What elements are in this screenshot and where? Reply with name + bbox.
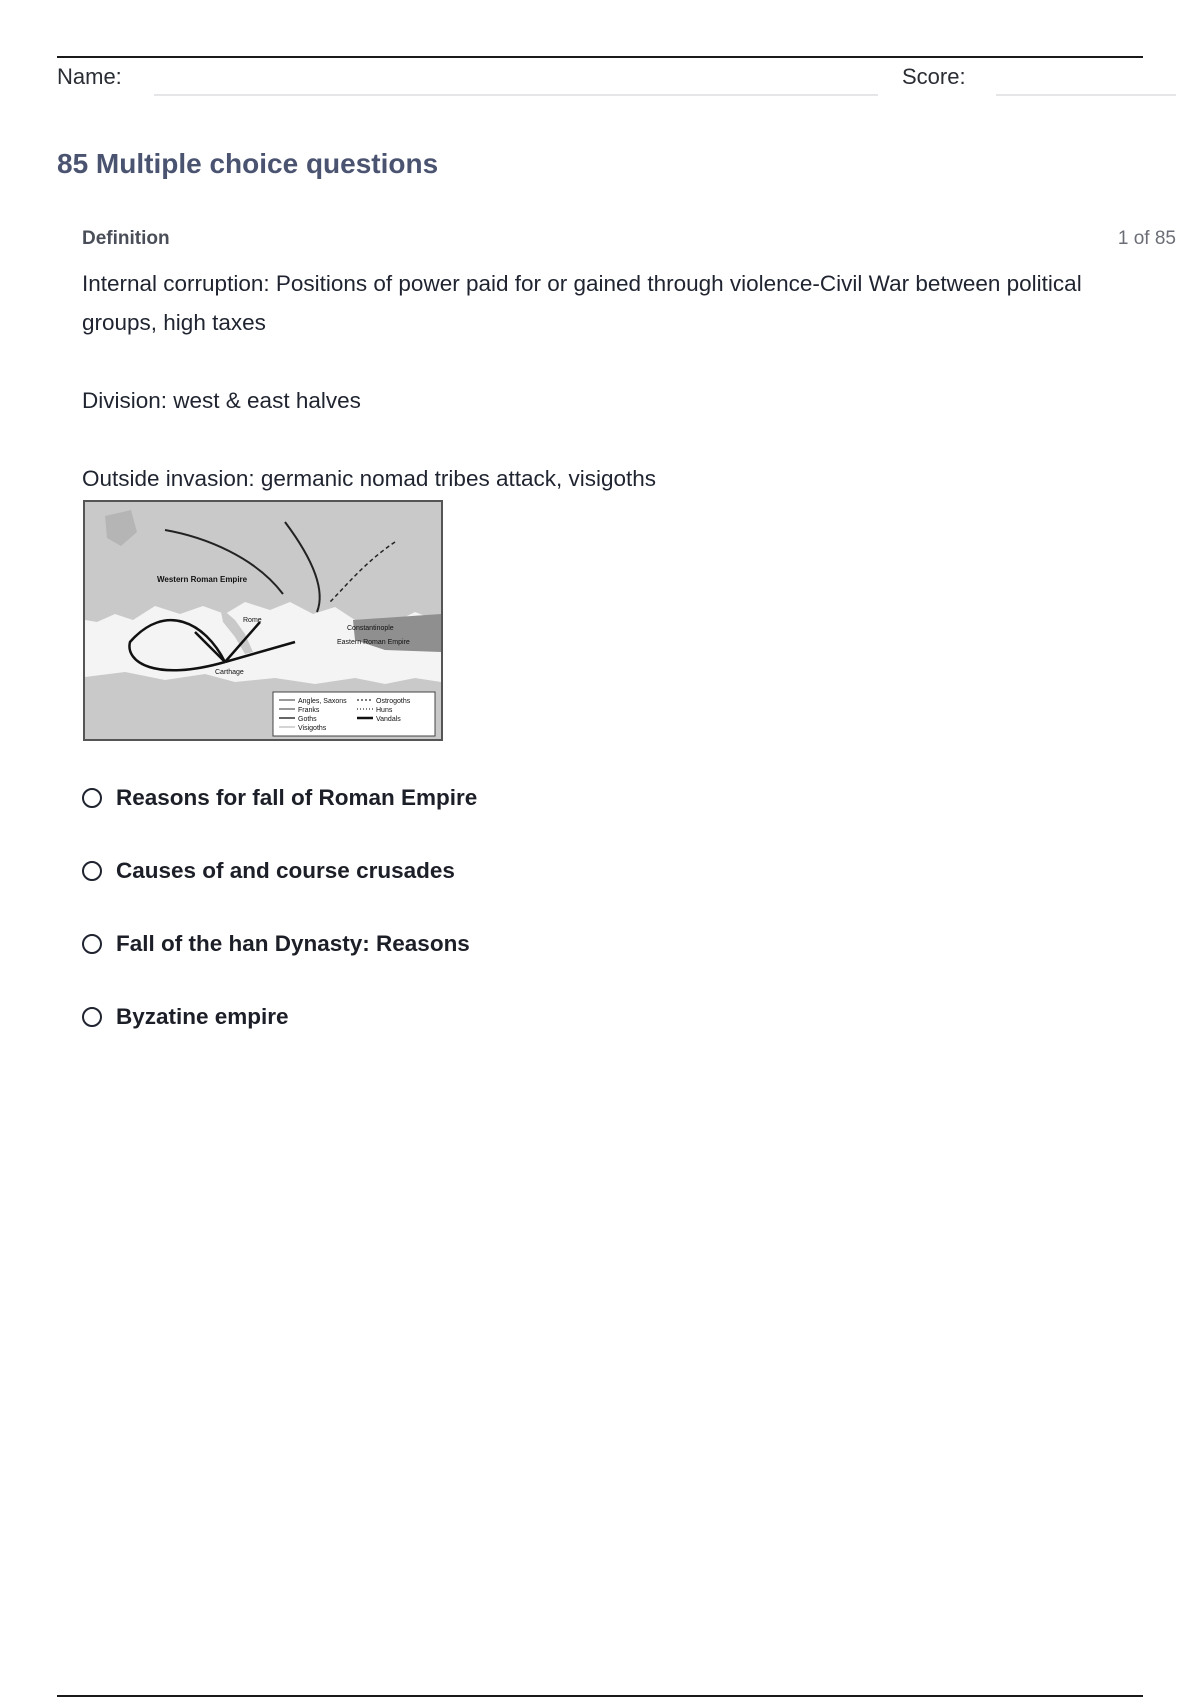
map-label: Constantinople <box>347 625 394 632</box>
invasion-map-image <box>83 500 443 741</box>
answer-option[interactable] <box>82 997 289 1037</box>
answer-option-label: Fall of the han Dynasty: Reasons <box>116 931 470 956</box>
top-rule <box>57 56 1143 58</box>
legend-label: Goths <box>298 716 317 723</box>
answer-option-label: Reasons for fall of Roman Empire <box>116 785 478 810</box>
radio-button[interactable] <box>82 1007 102 1027</box>
answer-option-label: Byzatine empire <box>116 1004 289 1029</box>
question-type-label: Definition <box>82 228 170 249</box>
definition-line: Internal corruption: Positions of power paid for or gained through violence-Civil War between political groups, high taxes <box>82 271 1082 335</box>
answer-option[interactable] <box>82 778 477 818</box>
map-label: Western Roman Empire <box>157 575 248 584</box>
radio-button[interactable] <box>82 788 102 808</box>
legend-label: Huns <box>376 707 393 714</box>
section-title: 85 Multiple choice questions <box>57 148 439 179</box>
score-label: Score: <box>902 64 966 89</box>
name-fill-line[interactable] <box>154 94 878 96</box>
radio-button[interactable] <box>82 861 102 881</box>
map-label: Carthage <box>215 669 244 676</box>
legend-label: Visigoths <box>298 725 327 732</box>
invasion-map <box>85 502 441 739</box>
legend-label: Ostrogoths <box>376 698 411 705</box>
map-label: Rome <box>243 617 262 624</box>
answer-option[interactable] <box>82 851 455 891</box>
definition-text <box>82 264 1142 498</box>
legend-label: Vandals <box>376 716 401 723</box>
legend-label: Franks <box>298 707 320 714</box>
answer-option[interactable] <box>82 924 470 964</box>
definition-line: Outside invasion: germanic nomad tribes attack, visigoths <box>82 466 657 491</box>
legend-label: Angles, Saxons <box>298 698 347 705</box>
radio-button[interactable] <box>82 934 102 954</box>
name-label: Name: <box>57 64 122 89</box>
answer-option-label: Causes of and course crusades <box>116 858 455 883</box>
question-counter: 1 of 85 <box>1117 228 1176 249</box>
definition-line: Division: west & east halves <box>82 388 361 413</box>
score-fill-line[interactable] <box>996 94 1176 96</box>
bottom-rule <box>57 1695 1143 1697</box>
map-label: Eastern Roman Empire <box>337 639 410 646</box>
